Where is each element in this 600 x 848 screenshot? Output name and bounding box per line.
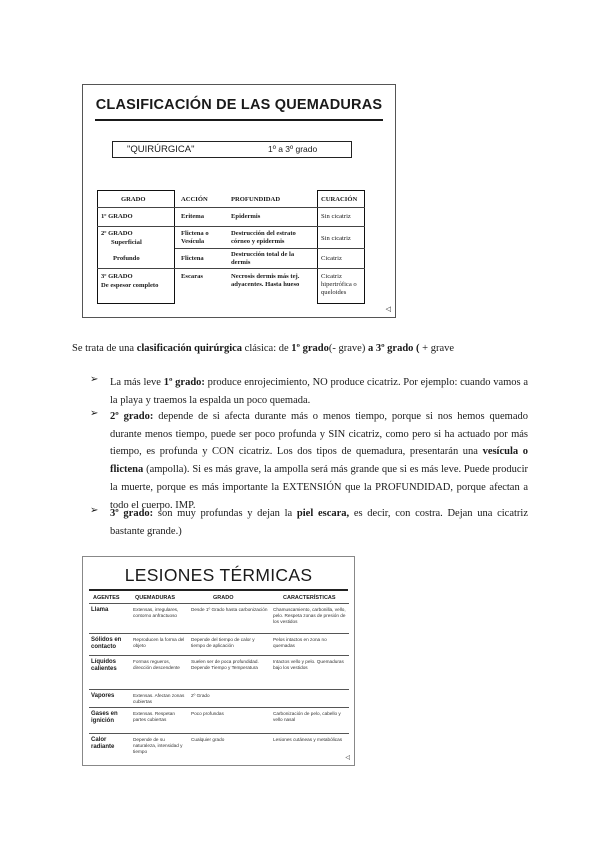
intro-text: (- grave) <box>328 343 368 354</box>
row-divider <box>175 248 365 249</box>
slide-corner-mark: ◁ <box>385 306 391 313</box>
row-agente: Calor radiante <box>91 737 115 750</box>
grade-range-label: 1º a 3º grado <box>268 144 318 154</box>
row-caracteristicas: Lesiones cutáneas y metabólicas <box>273 737 343 742</box>
row2-accion: Flictena o Vesícula <box>181 230 209 245</box>
intro-text: + grave <box>419 343 455 354</box>
row-agente: Líquidos calientes <box>91 659 117 672</box>
arrow-bullet-icon: ➢ <box>90 374 99 385</box>
row4-grado: 3º GRADO <box>101 273 133 280</box>
header-grado: GRADO <box>121 196 146 203</box>
slide-clasificacion-quemaduras <box>82 84 396 318</box>
row-agente: Vapores <box>91 693 115 699</box>
bullet-bold: 2º grado: <box>110 411 154 422</box>
bullet-text: es decir, con costra. Dejan una cicatriz bastante grande.) <box>110 508 528 537</box>
row-caracteristicas: Pelos intactos en zona no quemadas <box>273 637 327 648</box>
row-grado: 2º Grado <box>191 693 210 698</box>
row-quemaduras: Reproducen la forma del objeto <box>133 637 185 648</box>
header-agentes: AGENTES <box>93 595 120 601</box>
slide-lesiones-termicas <box>82 556 355 766</box>
table-row <box>89 633 349 656</box>
arrow-bullet-icon: ➢ <box>90 505 99 516</box>
row1-curacion: Sin cicatriz <box>321 213 351 220</box>
row-agente: Llama <box>91 607 109 613</box>
row-quemaduras: Extensas. Respetan partes cubiertas <box>133 711 175 722</box>
table-row <box>89 707 349 734</box>
row1-accion: Eritema <box>181 213 205 220</box>
bullet-bold: 3º grado: <box>110 508 154 519</box>
row-grado: Cualquier grado <box>191 737 225 742</box>
row-quemaduras: Extensas. Afectan zonas cubiertas <box>133 693 185 704</box>
header-quemaduras: QUEMADURAS <box>135 595 176 601</box>
row4-profundidad: Necrosis dermis más tej. adyacentes. Hasta hueso <box>231 273 300 288</box>
row3-curacion: Cicatriz <box>321 255 342 262</box>
intro-text: clásica: de <box>242 343 292 354</box>
row-quemaduras: Formas regueros, dirección descendente <box>133 659 180 670</box>
title-divider <box>89 589 348 591</box>
row-grado: Suelen ser de poca profundidad. Depende Tiempo y Temperatura <box>191 659 259 670</box>
row4-grado-sub: De espesor completo <box>101 282 159 289</box>
bullet-2-text <box>110 408 528 514</box>
row-grado: Desde 1º Grado hasta carbonización <box>191 607 268 612</box>
title-divider <box>95 119 383 121</box>
row-quemaduras: Extensas, irregulares, contorno anfractuoso <box>133 607 179 618</box>
row3-profundidad: Destrucción total de la dermis <box>231 251 295 266</box>
bullet-text: (ampolla). Si es más grave, la ampolla será más grande que si es más leve. Puede producir la muerte, porque es más importante la EXTENSIÓN que la PROFUNDIDAD, porque afectan a todo el cuerpo. IMP. <box>110 464 528 511</box>
row-caracteristicas: Intactos vello y pelo. Quemaduras bajo los vestidos <box>273 659 344 670</box>
bullet-text: depende de si afecta durante más o menos tiempo, porque si nos hemos quemado durante menos tiempo, puede ser poco profunda y SIN cicatriz, como pero si ha actuado por más tiempo, es profunda y CON cicatriz. Los dos tipos de quemadura, presentarán una <box>110 411 528 458</box>
arrow-bullet-icon: ➢ <box>90 408 99 419</box>
slide-title: CLASIFICACIÓN DE LAS QUEMADURAS <box>95 97 383 113</box>
row-caracteristicas: Carbonización de pelo, cabello y vello nasal <box>273 711 341 722</box>
intro-bold: a 3º grado ( <box>367 343 420 354</box>
header-grado: GRADO <box>213 595 234 601</box>
row2-grado: 2º GRADO <box>101 230 133 237</box>
intro-paragraph <box>72 343 454 354</box>
header-caracteristicas: CARACTERÍSTICAS <box>283 595 336 601</box>
bullet-text: produce enrojecimiento, NO produce cicatriz. Por ejemplo: cuando vamos a la playa y traemos la espalda un poco quemada. <box>110 377 529 406</box>
quirurgica-box <box>112 141 352 158</box>
row1-grado: 1º GRADO <box>101 213 133 220</box>
table-row <box>89 655 349 690</box>
row-grado: Depende del tiempo de calor y tiempo de aplicación <box>191 637 255 648</box>
bullet-text: La más leve <box>110 377 164 388</box>
row-agente: Gases en ignición <box>91 711 118 724</box>
quirurgica-label: "QUIRÚRGICA" <box>127 144 195 155</box>
bullet-bold: piel escara, <box>296 508 350 519</box>
row-caracteristicas: Chamuscamiento, carbonilla, vello, pelo. Respeta zonas de presión de los vestidos <box>273 607 346 624</box>
bullet-text: son muy profundas y dejan la <box>153 508 297 519</box>
row2-profundidad: Destrucción del estrato córneo y epidermis <box>231 230 296 245</box>
intro-text: Se trata de una <box>72 343 137 354</box>
row-quemaduras: Depende de su naturaleza, intensidad y tiempo <box>133 737 183 754</box>
slide-corner-mark: ◁ <box>345 755 350 761</box>
row-agente: Sólidos en contacto <box>91 637 122 650</box>
header-profundidad: PROFUNDIDAD <box>231 196 281 203</box>
header-curacion: CURACIÓN <box>321 196 358 203</box>
intro-bold: 1º grado <box>291 343 329 354</box>
row4-accion: Escaras <box>181 273 203 280</box>
table-row <box>89 733 349 764</box>
row-grado: Poco profundas <box>191 711 224 716</box>
header-divider <box>97 207 365 208</box>
header-accion: ACCIÓN <box>181 196 208 203</box>
row-divider <box>97 268 365 269</box>
bullet-3-text <box>110 505 528 540</box>
row2-curacion: Sin cicatriz <box>321 235 351 242</box>
row3-grado: Profundo <box>113 255 140 262</box>
row4-curacion: Cicatriz hipertrófica o queloides <box>321 273 357 296</box>
table-row <box>89 603 349 634</box>
bullet-1-text <box>110 374 528 409</box>
intro-bold: clasificación quirúrgica <box>136 343 243 354</box>
row3-accion: Flictena <box>181 255 204 262</box>
bullet-bold: vesícula o flictena <box>110 446 528 476</box>
slide-title: LESIONES TÉRMICAS <box>124 565 313 585</box>
row-divider <box>97 226 365 227</box>
row1-profundidad: Epidermis <box>231 213 261 220</box>
row2-grado-sub: Superficial <box>111 239 142 246</box>
bullet-bold: 1º grado: <box>163 377 205 388</box>
table-row <box>89 689 349 708</box>
